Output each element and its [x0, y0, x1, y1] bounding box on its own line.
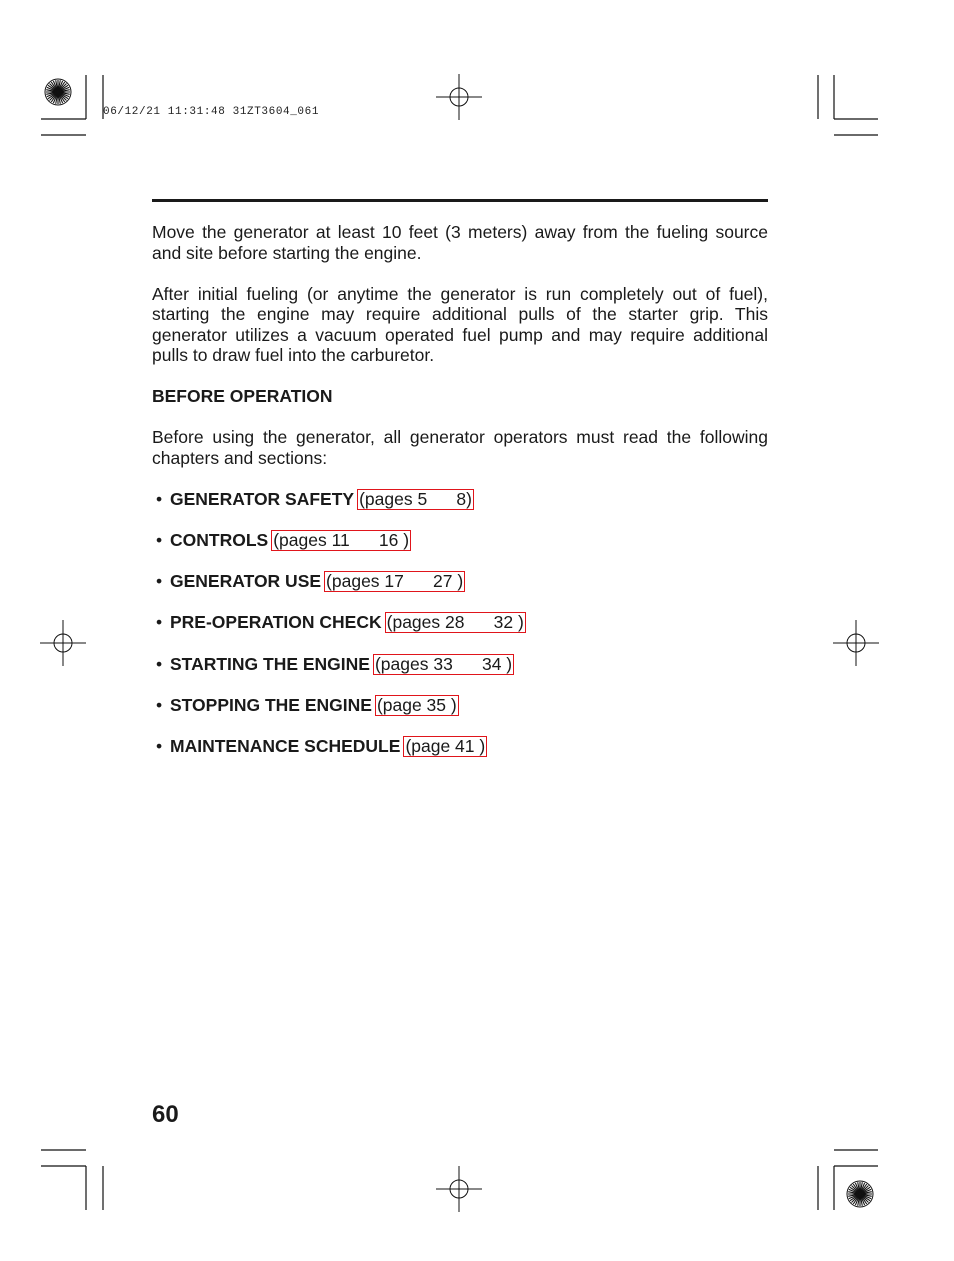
intro-paragraph: Before using the generator, all generator operators must read the following chapters and sections:: [152, 427, 768, 468]
registration-mark-top: [436, 74, 482, 120]
bullet-icon: •: [156, 694, 163, 715]
page-link-controls[interactable]: (pages 11 16 ): [273, 529, 410, 550]
chapter-label: PRE-OPERATION CHECK: [170, 612, 382, 633]
chapter-list: [152, 489, 768, 758]
page-link-starting-the-engine[interactable]: (pages 33 34 ): [374, 653, 513, 674]
bullet-icon: •: [156, 571, 163, 592]
list-item: [152, 695, 768, 716]
page-link-pre-operation-check[interactable]: (pages 28 32 ): [386, 612, 524, 633]
initial-fueling-paragraph: After initial fueling (or anytime the generator is run completely out of fuel), starting the engine may require additional pulls of the starter grip. This generator utilizes a vacuum operated fuel pump and may require additional pulls to draw fuel into the carburetor.: [152, 283, 768, 365]
registration-mark-bottom: [436, 1166, 482, 1212]
sunburst-mark-top-left: [45, 79, 71, 105]
sunburst-mark-bottom-right: [847, 1181, 873, 1207]
chapter-label: STARTING THE ENGINE: [170, 653, 370, 674]
registration-mark-right: [833, 620, 879, 666]
list-item: [152, 489, 768, 510]
chapter-label: GENERATOR USE: [170, 571, 322, 592]
list-item: [152, 530, 768, 551]
page-link-generator-safety[interactable]: (pages 5 8): [359, 488, 472, 509]
bullet-icon: •: [156, 736, 163, 757]
print-timestamp: 06/12/21 11:31:48 31ZT3604_061: [103, 106, 320, 118]
fueling-distance-paragraph: Move the generator at least 10 feet (3 meters) away from the fueling source and site before starting the engine.: [152, 222, 768, 263]
list-item: [152, 571, 768, 592]
bullet-icon: •: [156, 612, 163, 633]
chapter-label: MAINTENANCE SCHEDULE: [170, 736, 401, 757]
list-item: [152, 654, 768, 675]
page-number: 60: [152, 1101, 179, 1128]
chapter-label: GENERATOR SAFETY: [170, 488, 355, 509]
bullet-icon: •: [156, 529, 163, 550]
section-heading: BEFORE OPERATION: [152, 386, 333, 406]
page-body: [152, 222, 768, 778]
bullet-icon: •: [156, 488, 163, 509]
header-rule: [152, 199, 768, 202]
chapter-label: STOPPING THE ENGINE: [170, 694, 372, 715]
registration-mark-left: [40, 620, 86, 666]
page-link-stopping-the-engine[interactable]: (page 35 ): [376, 694, 457, 715]
bullet-icon: •: [156, 653, 163, 674]
list-item: [152, 736, 768, 757]
chapter-label: CONTROLS: [170, 529, 269, 550]
page-link-generator-use[interactable]: (pages 17 27 ): [326, 571, 464, 592]
page-link-maintenance-schedule[interactable]: (page 41 ): [405, 736, 486, 757]
list-item: [152, 612, 768, 633]
